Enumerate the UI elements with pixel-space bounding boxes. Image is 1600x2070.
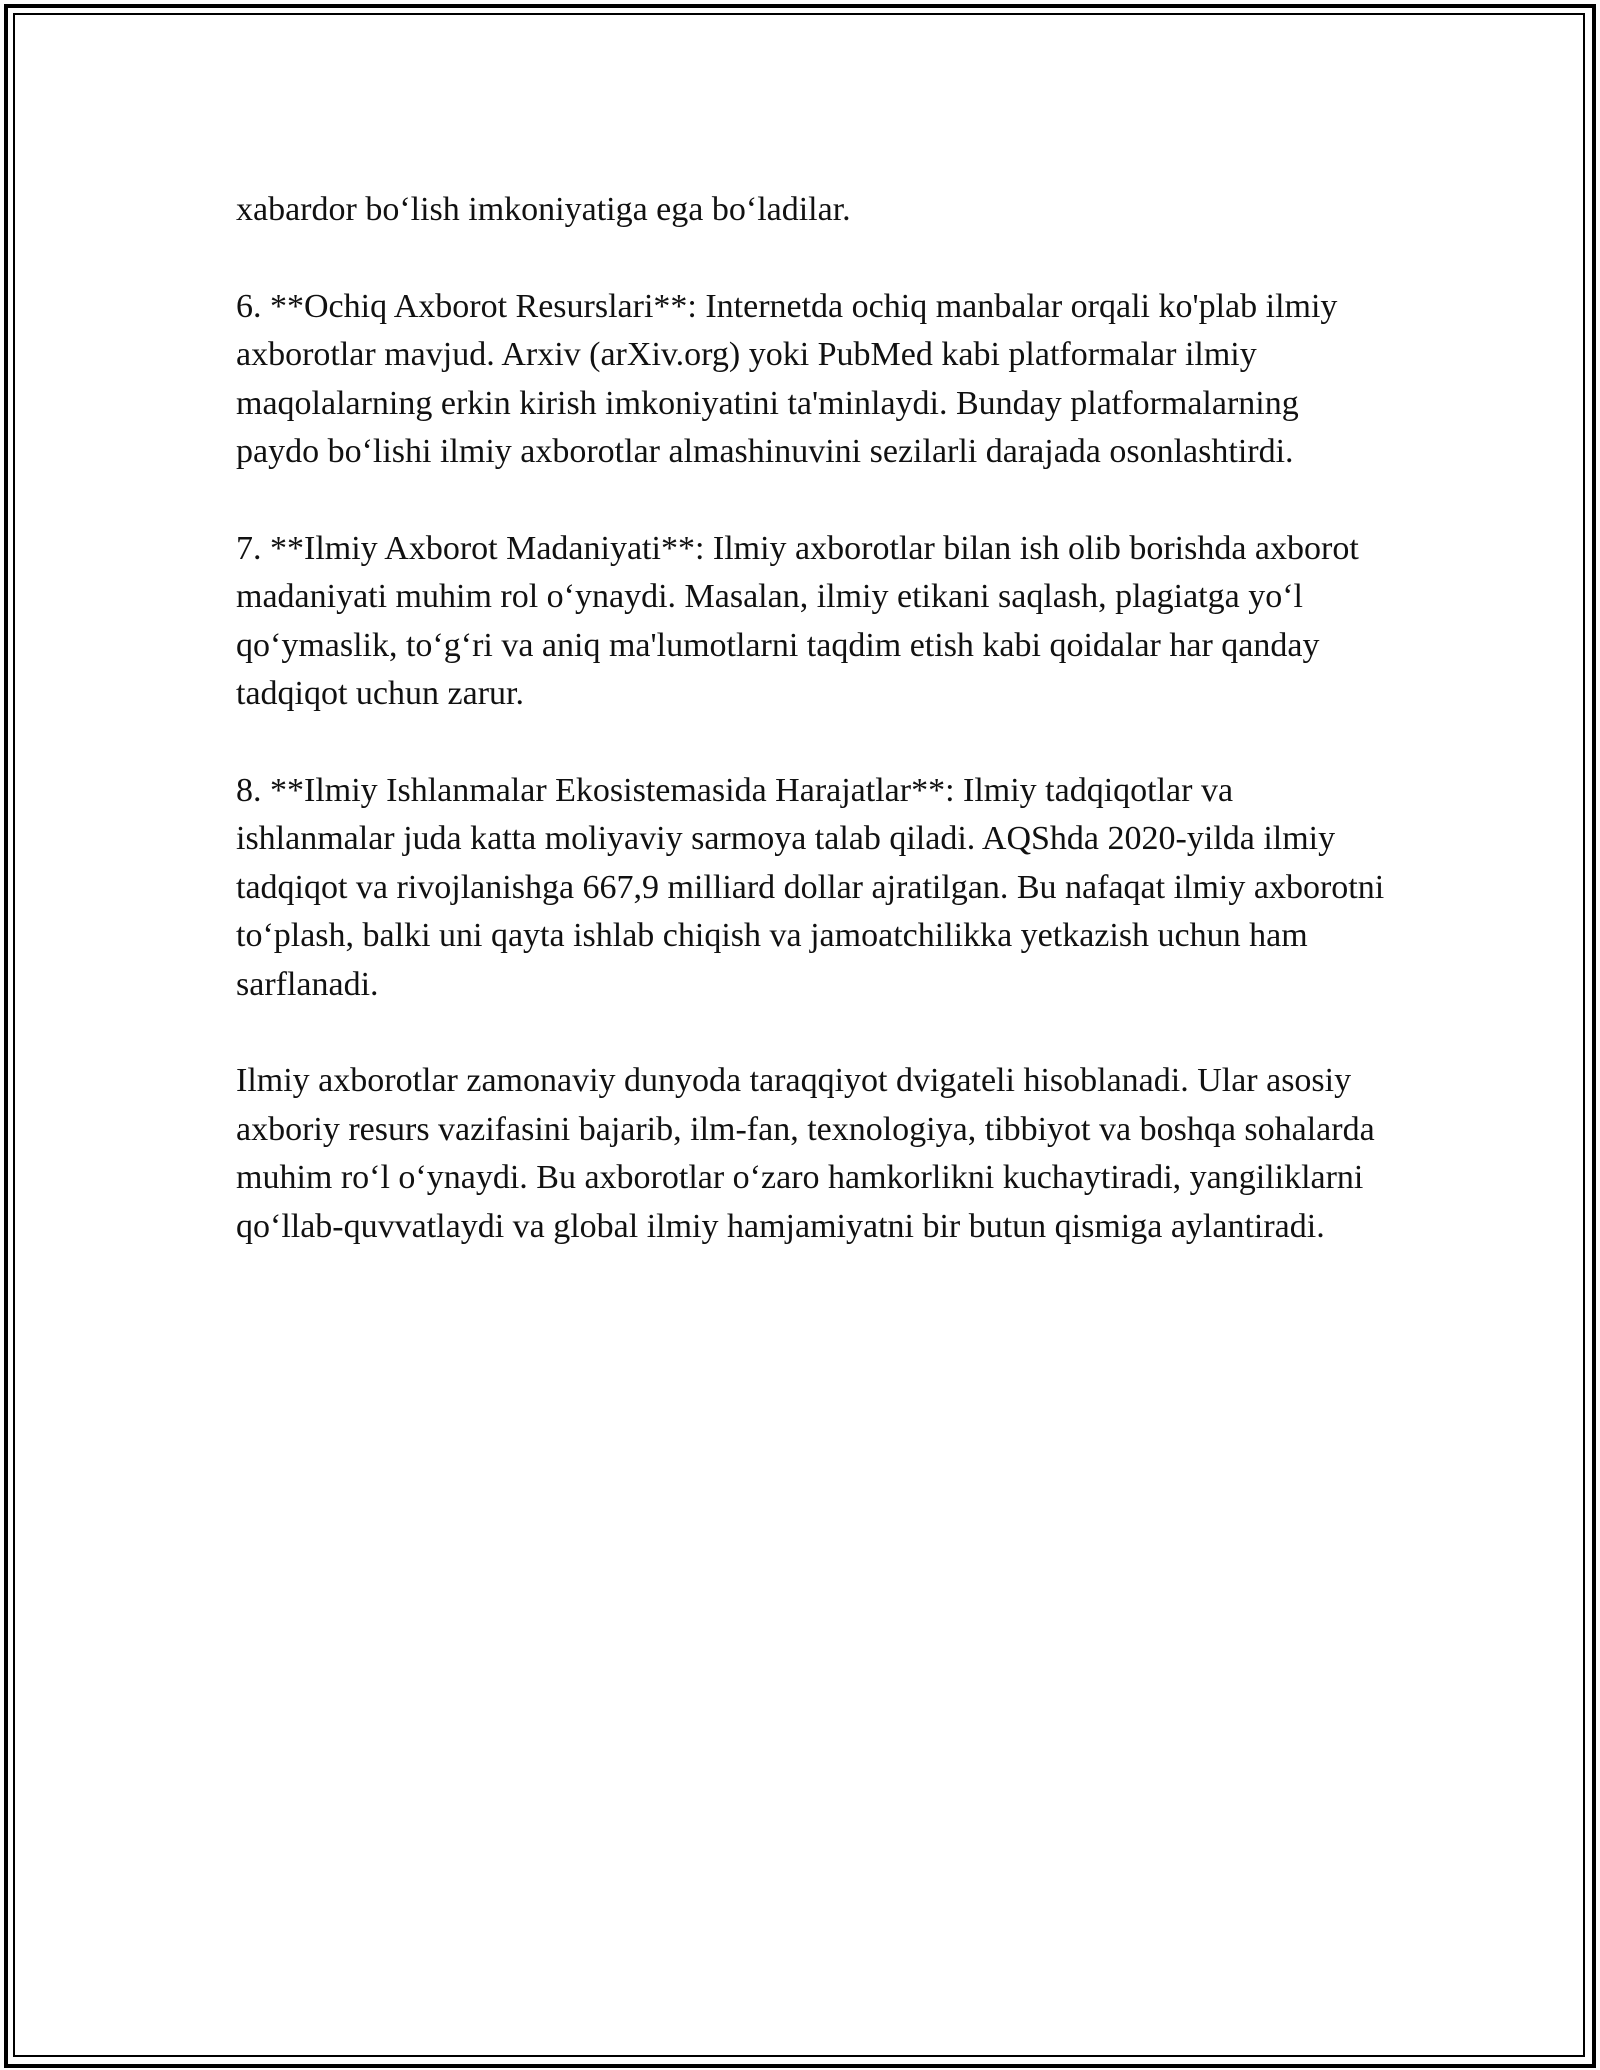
paragraph-conclusion: Ilmiy axborotlar zamonaviy dunyoda taraqqiyot dvigateli hisoblanadi. Ular asosiy axboriy resurs vazifasini bajarib, ilm-fan, texnologiya, tibbiyot va boshqa sohalarda muhim ro‘l o‘ynaydi. Bu axborotlar o‘zaro hamkorlikni kuchaytiradi, yangiliklarni qo‘llab-quvvatlaydi va global ilmiy hamjamiyatni bir butun qismiga aylantiradi. <box>236 1062 1375 1245</box>
paragraph-item-7: 7. **Ilmiy Axborot Madaniyati**: Ilmiy axborotlar bilan ish olib borishda axborot madaniyati muhim rol o‘ynaydi. Masalan, ilmiy etikani saqlash, plagiatga yo‘l qo‘ymaslik, to‘g‘ri va aniq ma'lumotlarni taqdim etish kabi qoidalar har qanday tadqiqot uchun zarur. <box>236 529 1359 712</box>
paragraph-item-8: 8. **Ilmiy Ishlanmalar Ekosistemasida Harajatlar**: Ilmiy tadqiqotlar va ishlanmalar juda katta moliyaviy sarmoya talab qiladi. AQShda 2020-yilda ilmiy tadqiqot va rivojlanishga 667,9 milliard dollar ajratilgan. Bu nafaqat ilmiy axborotni to‘plash, balki uni qayta ishlab chiqish va jamoatchilikka yetkazish uchun ham sarflanadi. <box>236 771 1385 1003</box>
paragraph-item-6: 6. **Ochiq Axborot Resurslari**: Internetda ochiq manbalar orqali ko'plab ilmiy axborotlar mavjud. Arxiv (arXiv.org) yoki PubMed kabi platformalar ilmiy maqolalarning erkin kirish imkoniyatini ta'minlaydi. Bunday platformalarning paydo bo‘lishi ilmiy axborotlar almashinuvini sezilarli darajada osonlashtirdi. <box>236 287 1338 470</box>
paragraph-continuation: xabardor bo‘lish imkoniyatiga ega bo‘ladilar. <box>236 191 851 228</box>
document-body <box>236 186 1386 1299</box>
